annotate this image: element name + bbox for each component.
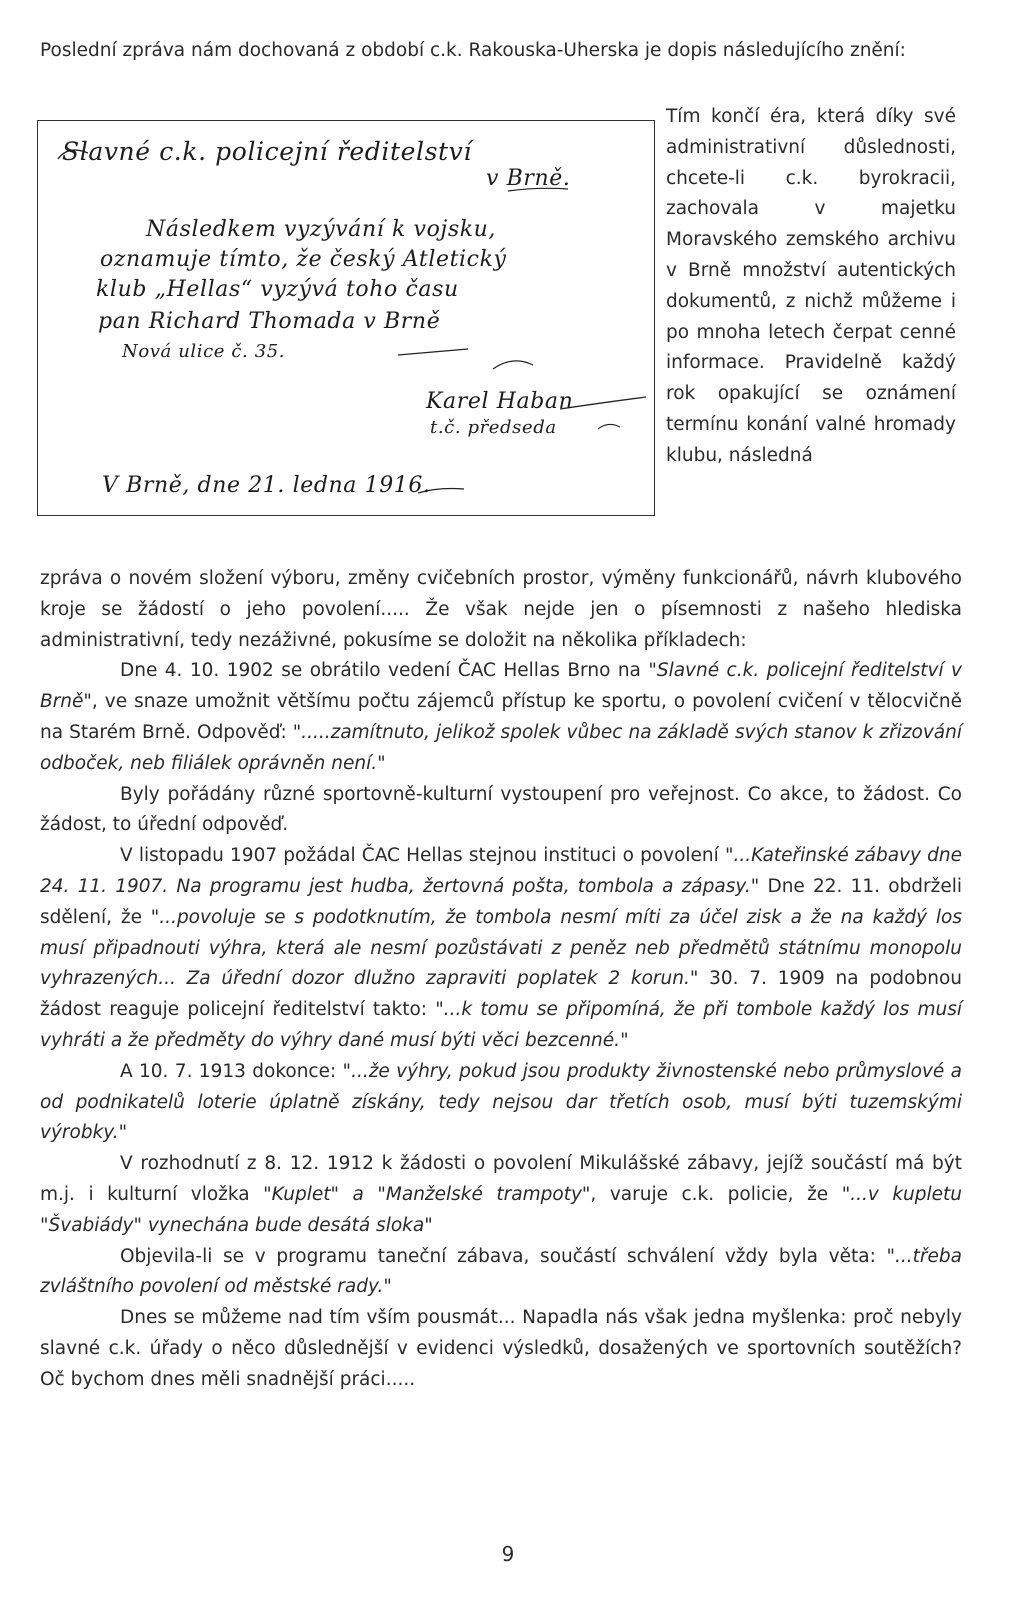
- continued-paragraph: zpráva o novém složení výboru, změny cvičebních prostor, výměny funkcionářů, návrh klubového kroje se žádostí o jeho povolení..... Že však nejde jen o písemnosti z našeho hlediska administrativní, tedy nezáživné, pokusíme se doložit na několika příkladech:: [40, 568, 962, 651]
- text-run: " 30. 7. 1909 na podobnou žádost reaguje policejní ředitelství takto: ": [40, 968, 963, 1021]
- letter-line: oznamuje tímto, že český Atletický: [100, 247, 507, 272]
- text-run: " Dne 22. 11. obdrželi sdělení, že ": [40, 875, 962, 928]
- page-number: 9: [501, 1542, 515, 1566]
- letter-signature-role: t.č. předseda: [430, 417, 557, 438]
- text-run: ": [118, 1122, 128, 1144]
- letter-line: Nová ulice č. 35.: [122, 341, 286, 362]
- side-paragraph: Tím končí éra, která díky své administrativní důslednosti, chcete-li c.k. byrokracii, zachovala v majetku Moravského zemského archivu v Brně množství autentických dokumentů, z nichž můžeme i po mnoha letech čerpat cenné informace. Pravidelně každý rok opakující se oznámení termínu konání valné hromady klubu, následná: [666, 106, 956, 466]
- paragraph-1902: [40, 656, 962, 779]
- quote-run: ".....zamítnuto, jelikož spolek vůbec na základě svých stanov k zřizování odboček, neb filiálek oprávněn není.": [40, 721, 963, 774]
- text-run: ": [620, 1029, 629, 1051]
- quote-run: ...k tomu se připomíná, že při tombole každý los musí vyhráti a že předměty do výhry dané musí býti věci bezcenné.: [40, 999, 962, 1051]
- paragraph-1912: [40, 1149, 962, 1241]
- intro-paragraph: Poslední zpráva nám dochovaná z období c.k. Rakouska-Uherska je dopis následujícího znění:: [40, 40, 906, 61]
- text-run: Dne 4. 10. 1902 se obrátilo vedení ČAC Hellas Brno na: [120, 660, 649, 682]
- paragraph-1913: [40, 1057, 962, 1149]
- letter-line: v Brně.: [486, 166, 571, 191]
- quote-run: ...povoluje se s podotknutím, že tombola nesmí míti za účel zisk a že na každý los musí připadnouti výhra, která ale nesmí pozůstávati z peněz neb předmětů státnímu monopolu vyhrazených... Za úřední dozor dlužno zapraviti poplatek 2 korun.: [40, 906, 962, 990]
- text-run: A 10. 7. 1913 dokonce: ": [120, 1060, 352, 1082]
- quote-run: "...třeba zvláštního povolení od městské rady.": [40, 1245, 962, 1298]
- quote-run: "Kuplet" a "Manželské trampoty": [263, 1183, 591, 1205]
- letter-line: Slavné c.k. policejní ředitelství: [62, 137, 472, 166]
- letter-signature: Karel Haban: [426, 389, 574, 414]
- quote-run: ...v kupletu "Švabiády" vynechána bude desátá sloka": [40, 1183, 963, 1236]
- text-run: , varuje c.k. policie, že ": [590, 1183, 851, 1205]
- text-run: V listopadu 1907 požádal ČAC Hellas stejnou instituci o povolení ": [120, 845, 734, 867]
- paragraph-dance: [40, 1242, 962, 1304]
- paragraph-closing: Dnes se můžeme nad tím vším pousmát... Napadla nás však jedna myšlenka: proč nebyly slavné c.k. úřady o něco důslednější v evidenci výsledků, dosažených ve sportovních soutěžích? Oč bychom dnes měli snadnější práci.....: [40, 1307, 962, 1390]
- letter-line: klub „Hellas“ vyzývá toho času: [96, 277, 459, 302]
- paragraph-1907: [40, 841, 962, 1057]
- text-run: , ve snaze umožnit většímu počtu zájemců přístup ke sportu, o povolení cvičení v tělocvičně na Starém Brně. Odpověď:: [40, 691, 962, 743]
- letter-line: Následkem vyzývání k vojsku,: [146, 217, 497, 242]
- paragraph-events: Byly pořádány různé sportovně-kulturní vystoupení pro veřejnost. Co akce, to žádost. Co žádost, to úřední odpověď.: [40, 783, 962, 836]
- letter-line: pan Richard Thomada v Brně: [98, 309, 441, 334]
- handwritten-letter-image: [37, 120, 655, 516]
- quote-run: "Slavné c.k. policejní ředitelství v Brně": [40, 660, 962, 713]
- letter-date: V Brně, dne 21. ledna 1916.: [102, 473, 431, 498]
- body-text: [40, 564, 962, 1396]
- text-run: Objevila-li se v programu taneční zábava, součástí schválení vždy byla věta:: [120, 1245, 887, 1267]
- quote-run: ...Kateřinské zábavy dne 24. 11. 1907. Na programu jest hudba, žertovná pošta, tombola a zápasy.: [40, 845, 962, 897]
- quote-run: ...že výhry, pokud jsou produkty živnostenské nebo průmyslové a od podnikatelů loterie úplatně získány, tedy nejsou dar třetích osob, musí býti tuzemskými výrobky.: [40, 1060, 962, 1144]
- text-run: V rozhodnutí z 8. 12. 1912 k žádosti o povolení Mikulášské zábavy, jejíž součástí má být m.j. i kulturní vložka: [40, 1153, 962, 1205]
